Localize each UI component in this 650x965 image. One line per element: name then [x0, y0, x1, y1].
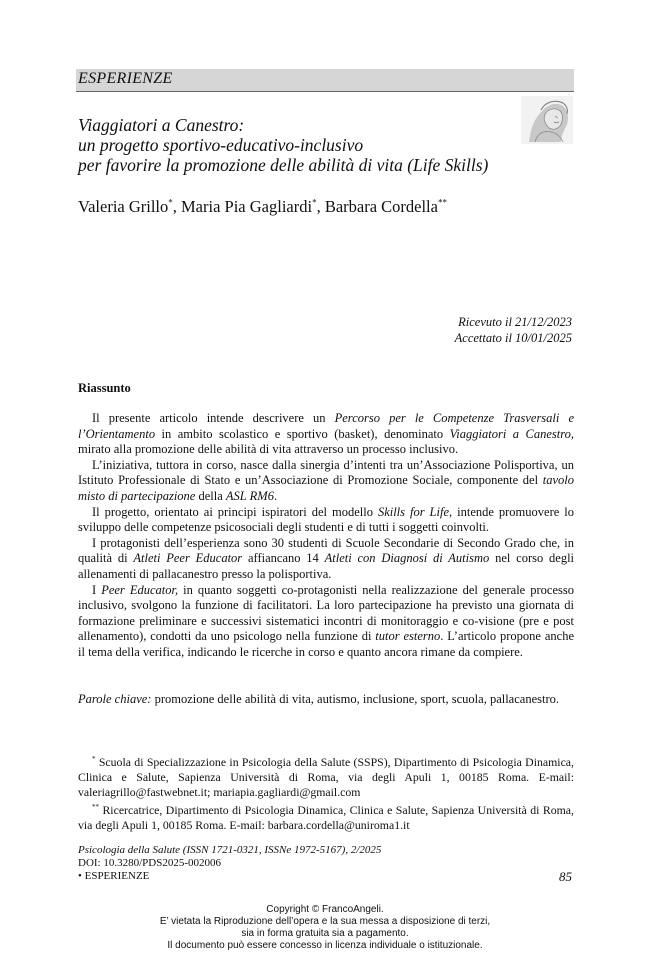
text-run: nel corso degli allenamenti di pallacanestro presso la polisportiva.: [78, 551, 575, 581]
abstract-body: [78, 411, 574, 661]
text-run: affiancano 14: [242, 551, 325, 566]
author-name: Valeria Grillo: [78, 197, 169, 216]
footnote-marker: *: [92, 755, 96, 763]
section-divider: [76, 91, 574, 92]
text-run: Il presente articolo intende descrivere un: [92, 411, 335, 425]
submission-dates: [455, 314, 572, 346]
text-run: mirato alla promozione delle abilità di vita attraverso un processo inclusivo.: [78, 442, 459, 457]
italic-run: Atleti con Diagnosi di Autismo: [324, 551, 490, 566]
text-run: Il progetto, orientato ai principi ispiratori del modello: [92, 504, 378, 519]
italic-run: Percorso per le Competenze Trasversali e l’Orientamento: [78, 411, 575, 441]
copyright-notice: [0, 904, 650, 952]
copyright-line: E’ vietata la Riproduzione dell’opera e la sua messa a disposizione di terzi,: [159, 916, 491, 927]
journal-info: [78, 844, 574, 883]
author-name: , Maria Pia Gagliardi: [172, 197, 313, 216]
text-run: in ambito scolastico e sportivo (basket), denominato: [155, 426, 450, 441]
accepted-date: Accettato il 10/01/2025: [454, 331, 572, 345]
text-run: . L’articolo propone anche il tema della verifica, indicando le ricerche in corso e quanto ancora rimane da compiere.: [78, 629, 574, 659]
footnote-1: [78, 752, 574, 800]
text-run: in quanto soggetti co-protagonisti nella realizzazione del generale processo inclusivo, svolgono la funzione di facilitatori. La loro partecipazione ha previsto una giornata di formazione preliminare e successivi sistematici incontri di monitoraggio e co-visione (pre e post allenamento), condotti da uno psicologo nella funzione di: [78, 582, 574, 644]
journal-citation: Psicologia della Salute (ISSN 1721-0321, ISSNe 1972-5167), 2/2025: [78, 844, 382, 856]
portrait-engraving-icon: [521, 96, 573, 144]
author-list: [78, 197, 447, 217]
copyright-line: Il documento può essere concesso in licenza individuale o istituzionale.: [167, 940, 483, 951]
section-title: ESPERIENZE: [78, 70, 173, 87]
text-run: L’iniziativa, tuttora in corso, nasce dalla sinergia d’intenti tra un’Associazione Polisportiva, un Istituto Professionale di Stato e un’Associazione di Promozione Sociale, componente del: [78, 457, 574, 488]
abstract-paragraph: [78, 458, 574, 505]
abstract-paragraph: [78, 411, 574, 458]
footnote-2: [78, 800, 574, 833]
italic-run: Peer Educator,: [101, 582, 179, 597]
text-run: .: [273, 488, 278, 503]
text-run: I protagonisti dell’esperienza sono 30 studenti di Scuole Secondarie di Secondo Grado che, in qualità di: [78, 535, 574, 566]
affiliation-marker: **: [437, 197, 447, 208]
italic-run: Skills for Life: [377, 504, 450, 519]
doi: DOI: 10.3280/PDS2025-002006: [78, 857, 222, 869]
keywords-label: Parole chiave:: [78, 692, 152, 706]
journal-section: • ESPERIENZE: [78, 870, 150, 882]
title-line-1: Viaggiatori a Canestro:: [78, 115, 245, 135]
article-title: [78, 115, 518, 175]
text-run: I: [92, 582, 102, 597]
affiliation-marker: *: [168, 197, 173, 208]
keywords: [78, 692, 574, 708]
footnote-text: Ricercatrice, Dipartimento di Psicologia Dinamica, Clinica e Salute, Sapienza Università di Roma, via degli Apuli 1, 00185 Roma. E-mail: barbara.cordella@uniroma1.it: [78, 802, 574, 832]
italic-run: tutor esterno: [375, 629, 441, 644]
footnote-marker: **: [92, 802, 99, 811]
italic-run: Atleti Peer Educator: [133, 551, 243, 566]
copyright-line: sia in forma gratuita sia a pagamento.: [241, 928, 409, 939]
author-name: , Barbara Cordella: [316, 197, 438, 216]
copyright-line: Copyright © FrancoAngeli.: [266, 904, 384, 915]
italic-run: tavolo misto di partecipazione: [78, 473, 574, 503]
italic-run: ASL RM6: [225, 488, 274, 503]
title-line-3: per favorire la promozione delle abilità di vita (Life Skills): [78, 155, 489, 175]
page-number: 85: [559, 869, 572, 884]
abstract-paragraph: [78, 536, 574, 583]
abstract-paragraph: [78, 583, 574, 661]
text-run: della: [195, 488, 226, 503]
abstract-paragraph: [78, 505, 574, 536]
abstract-heading: Riassunto: [78, 381, 131, 395]
footnotes: [78, 752, 574, 833]
received-date: Ricevuto il 21/12/2023: [458, 315, 572, 329]
text-run: , intende promuovere lo sviluppo delle competenze psicosociali degli studenti e di tutti i soggetti coinvolti.: [78, 504, 574, 535]
footnote-text: Scuola di Specializzazione in Psicologia della Salute (SSPS), Dipartimento di Psicologia Dinamica, Clinica e Salute, Sapienza Università di Roma, via degli Apuli 1, 00185 Roma. E-mail: valeriagrillo@fastwebnet.it; mariapia.gagliardi@gmail.com: [78, 754, 574, 799]
title-line-2: un progetto sportivo-educativo-inclusivo: [78, 135, 364, 155]
keywords-text: promozione delle abilità di vita, autismo, inclusione, sport, scuola, pallacanestro.: [151, 692, 560, 706]
affiliation-marker: *: [312, 197, 317, 208]
italic-run: Viaggiatori a Canestro,: [449, 426, 574, 441]
